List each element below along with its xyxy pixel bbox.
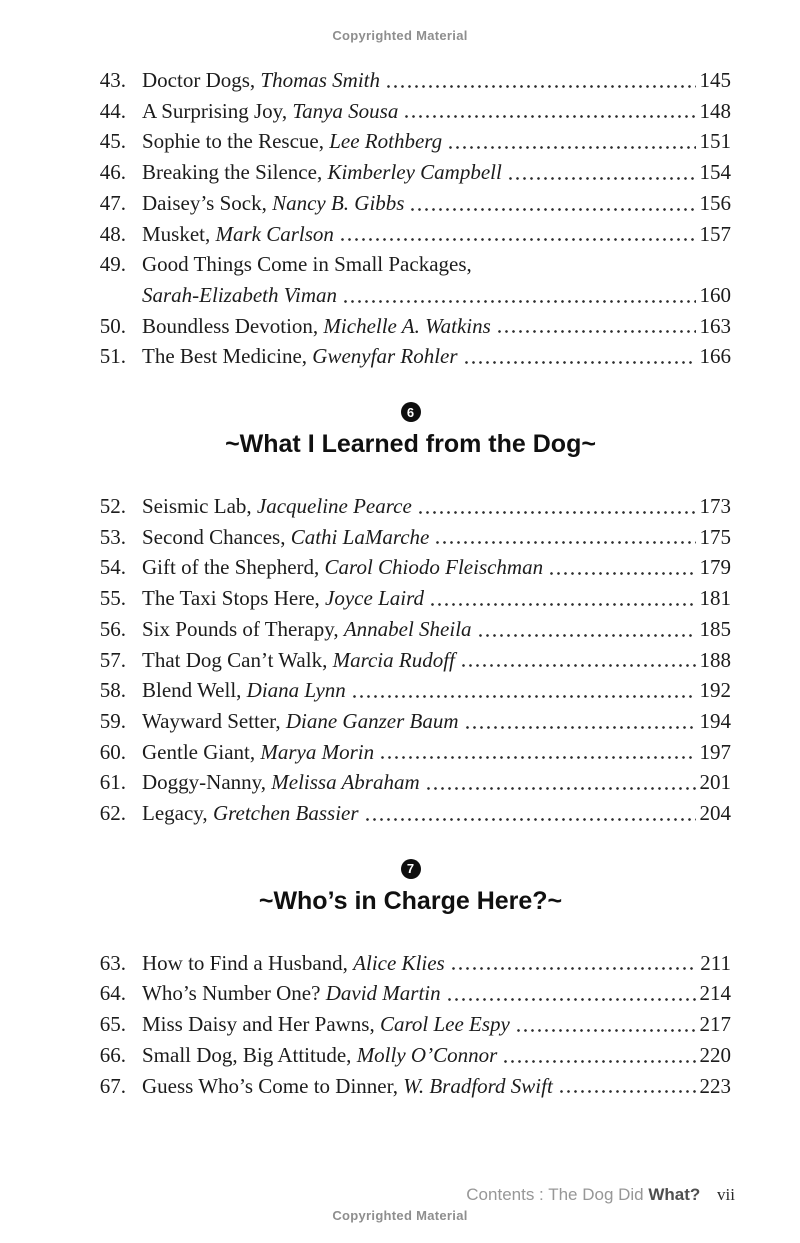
- entry-text: [142, 491, 412, 522]
- entry-text: [142, 1071, 553, 1102]
- toc-entry-row: [90, 249, 731, 280]
- entry-page-number: 154: [699, 160, 731, 185]
- entry-text: [142, 219, 334, 250]
- entry-number: 57.: [99, 647, 126, 672]
- entry-number: 43.: [99, 68, 126, 92]
- entry-title: The Taxi Stops Here,: [142, 586, 320, 611]
- footer-section-label: Contents :: [466, 1185, 544, 1204]
- toc-entry-row: [90, 522, 731, 553]
- entry-title: Blend Well,: [142, 678, 242, 703]
- dot-leader: [425, 767, 696, 798]
- entry-title: Second Chances,: [142, 524, 286, 549]
- dot-leader: [502, 1040, 695, 1071]
- entry-page-number: 151: [699, 129, 731, 154]
- entry-number: 51.: [99, 344, 126, 369]
- entry-title: Gentle Giant,: [142, 739, 256, 764]
- dot-leader: [507, 157, 696, 188]
- section-header: [90, 402, 731, 459]
- toc-entry-row: [90, 614, 731, 645]
- entry-author: Marcia Rudoff: [332, 647, 455, 672]
- entry-author: Thomas Smith: [260, 68, 381, 92]
- toc-entry-row: [90, 96, 731, 127]
- entry-title: How to Find a Husband,: [142, 950, 348, 975]
- toc-entry-row: [90, 157, 731, 188]
- toc-entry-row: [90, 798, 731, 829]
- dot-leader: [434, 522, 695, 553]
- entry-text: [142, 948, 445, 979]
- dot-leader: [515, 1009, 696, 1040]
- copyright-notice-bottom: Copyrighted Material: [332, 1208, 468, 1223]
- entry-number: 52.: [99, 494, 126, 519]
- dot-leader: [450, 948, 697, 979]
- entry-author: Tanya Sousa: [292, 98, 399, 123]
- dot-leader: [447, 126, 695, 157]
- toc-entry-row: [90, 706, 731, 737]
- section-heading: ~What I Learned from the Dog~: [225, 430, 596, 459]
- entry-page-number: 185: [699, 616, 731, 641]
- entry-author: Alice Klies: [353, 950, 445, 975]
- entry-page-number: 188: [699, 647, 731, 672]
- entry-title: Guess Who’s Come to Dinner,: [142, 1073, 398, 1098]
- toc-section-list: [90, 491, 731, 829]
- section-number-badge: 7: [401, 859, 421, 879]
- entry-page-number: 192: [699, 678, 731, 703]
- entry-number: 54.: [99, 555, 126, 580]
- entry-text: [142, 798, 359, 829]
- entry-text: [142, 280, 337, 311]
- entry-author: Gwenyfar Rohler: [312, 344, 458, 369]
- entry-number: 53.: [99, 524, 126, 549]
- entry-author: Diana Lynn: [246, 678, 346, 703]
- dot-leader: [460, 645, 696, 676]
- entry-page-number: 156: [699, 190, 731, 215]
- entry-page-number: 160: [699, 282, 731, 307]
- entry-page-number: 197: [699, 739, 731, 764]
- entry-author: Melissa Abraham: [271, 770, 420, 795]
- toc-entry-row: [90, 341, 731, 372]
- entry-author: Cathi LaMarche: [290, 524, 430, 549]
- footer-book-title: The Dog Did: [548, 1185, 644, 1204]
- entry-number: 46.: [99, 160, 126, 185]
- entry-title: Daisey’s Sock,: [142, 190, 267, 215]
- entry-author: Molly O’Connor: [356, 1042, 498, 1067]
- entry-author: Marya Morin: [260, 739, 375, 764]
- entry-title: That Dog Can’t Walk,: [142, 647, 328, 672]
- copyright-notice-top: Copyrighted Material: [332, 28, 468, 43]
- dot-leader: [496, 311, 696, 342]
- entry-page-number: 163: [699, 313, 731, 338]
- entry-number: 66.: [99, 1042, 126, 1067]
- entry-author: Joyce Laird: [325, 586, 424, 611]
- entry-text: [142, 675, 346, 706]
- entry-number: 55.: [99, 586, 126, 611]
- running-footer: [0, 1185, 800, 1205]
- entry-text: [142, 1009, 510, 1040]
- entry-title: Miss Daisy and Her Pawns,: [142, 1012, 375, 1037]
- toc-entry-row: [90, 767, 731, 798]
- toc-entry-row: [90, 1009, 731, 1040]
- entry-number: 50.: [99, 313, 126, 338]
- entry-number: 65.: [99, 1012, 126, 1037]
- entry-page-number: 223: [699, 1073, 731, 1098]
- toc-entry-row: [90, 978, 731, 1009]
- entry-text: [142, 614, 472, 645]
- entry-text: [142, 978, 441, 1009]
- toc-entry-row: [90, 280, 731, 311]
- entry-text: [142, 737, 374, 768]
- dot-leader: [342, 280, 695, 311]
- entry-author: Gretchen Bassier: [212, 801, 359, 826]
- entry-page-number: 220: [699, 1042, 731, 1067]
- entry-text: [142, 65, 380, 96]
- entry-title: Musket,: [142, 221, 211, 246]
- entry-author: Lee Rothberg: [329, 129, 443, 154]
- entry-text: [142, 311, 491, 342]
- toc-entry-row: [90, 948, 731, 979]
- dot-leader: [417, 491, 696, 522]
- footer-book-title-bold: What?: [648, 1185, 701, 1204]
- entry-page-number: 194: [699, 708, 731, 733]
- dot-leader: [351, 675, 696, 706]
- entry-author: W. Bradford Swift: [403, 1073, 553, 1098]
- dot-leader: [558, 1071, 696, 1102]
- table-of-contents: [90, 65, 731, 1101]
- toc-section-list: [90, 948, 731, 1102]
- section-header: [90, 859, 731, 916]
- entry-page-number: 211: [700, 950, 731, 975]
- entry-number: 48.: [99, 221, 126, 246]
- entry-page-number: 173: [699, 494, 731, 519]
- entry-text: [142, 341, 458, 372]
- dot-leader: [463, 341, 696, 372]
- entry-text: [142, 706, 459, 737]
- entry-title: Good Things Come in Small Packages,: [142, 252, 472, 277]
- dot-leader: [385, 65, 695, 96]
- entry-title: Sophie to the Rescue,: [142, 129, 324, 154]
- entry-author: Annabel Sheila: [343, 616, 472, 641]
- entry-title: Legacy,: [142, 801, 208, 826]
- entry-title: Doggy-Nanny,: [142, 770, 267, 795]
- entry-author: Michelle A. Watkins: [323, 313, 491, 338]
- toc-entry-row: [90, 552, 731, 583]
- toc-entry-row: [90, 675, 731, 706]
- dot-leader: [339, 219, 696, 250]
- entry-text: [142, 188, 404, 219]
- entry-page-number: 157: [699, 221, 731, 246]
- dot-leader: [548, 552, 695, 583]
- entry-text: [142, 583, 424, 614]
- toc-entry-row: [90, 645, 731, 676]
- toc-section-list: [90, 65, 731, 372]
- entry-author: Kimberley Campbell: [327, 160, 502, 185]
- entry-author: David Martin: [325, 981, 441, 1006]
- entry-number: 64.: [99, 981, 126, 1006]
- entry-author: Nancy B. Gibbs: [272, 190, 405, 215]
- entry-title: Seismic Lab,: [142, 494, 252, 519]
- dot-leader: [364, 798, 696, 829]
- dot-leader: [429, 583, 696, 614]
- entry-number: 67.: [99, 1073, 126, 1098]
- entry-number: 60.: [99, 739, 126, 764]
- toc-entry-row: [90, 126, 731, 157]
- entry-page-number: 175: [699, 524, 731, 549]
- entry-title: The Best Medicine,: [142, 344, 308, 369]
- entry-number: 44.: [99, 98, 126, 123]
- entry-text: [142, 157, 502, 188]
- entry-author: Mark Carlson: [215, 221, 334, 246]
- entry-author: Carol Lee Espy: [379, 1012, 510, 1037]
- dot-leader: [464, 706, 696, 737]
- toc-entry-row: [90, 188, 731, 219]
- entry-number: 59.: [99, 708, 126, 733]
- entry-author: Carol Chiodo Fleischman: [324, 555, 544, 580]
- toc-entry-row: [90, 311, 731, 342]
- entry-number: 63.: [99, 950, 126, 975]
- entry-title: Six Pounds of Therapy,: [142, 616, 339, 641]
- footer-page-number: vii: [717, 1185, 735, 1204]
- entry-number: 49.: [99, 252, 126, 277]
- entry-text: [142, 522, 429, 553]
- entry-text: [142, 96, 398, 127]
- toc-entry-row: [90, 219, 731, 250]
- entry-title: Who’s Number One?: [142, 981, 321, 1006]
- entry-page-number: 214: [699, 981, 731, 1006]
- toc-entry-row: [90, 583, 731, 614]
- entry-title: Doctor Dogs,: [142, 68, 256, 92]
- entry-number: [90, 280, 126, 311]
- entry-page-number: 181: [699, 586, 731, 611]
- toc-entry-row: [90, 1040, 731, 1071]
- page-footer: [0, 1185, 800, 1223]
- entry-text: [142, 552, 543, 583]
- dot-leader: [403, 96, 695, 127]
- toc-entry-row: [90, 1071, 731, 1102]
- entry-text: [142, 645, 455, 676]
- entry-author: Diane Ganzer Baum: [285, 708, 459, 733]
- toc-entry-row: [90, 737, 731, 768]
- entry-page-number: 179: [699, 555, 731, 580]
- toc-entry-row: [90, 491, 731, 522]
- dot-leader: [477, 614, 696, 645]
- entry-number: 56.: [99, 616, 126, 641]
- section-number-badge: 6: [401, 402, 421, 422]
- section-heading: ~Who’s in Charge Here?~: [258, 886, 563, 915]
- entry-title: Wayward Setter,: [142, 708, 281, 733]
- entry-page-number: 145: [699, 68, 731, 92]
- entry-text: [142, 126, 442, 157]
- entry-title: Gift of the Shepherd,: [142, 555, 320, 580]
- entry-number: 58.: [99, 678, 126, 703]
- entry-number: 47.: [99, 190, 126, 215]
- entry-page-number: 148: [699, 98, 731, 123]
- entry-number: 62.: [99, 801, 126, 826]
- entry-number: 45.: [99, 129, 126, 154]
- entry-text: [142, 767, 420, 798]
- entry-title: Boundless Devotion,: [142, 313, 319, 338]
- entry-title: Small Dog, Big Attitude,: [142, 1042, 352, 1067]
- dot-leader: [446, 978, 696, 1009]
- entry-text: [142, 249, 472, 280]
- entry-page-number: 217: [699, 1012, 731, 1037]
- entry-page-number: 201: [699, 770, 731, 795]
- entry-number: 61.: [99, 770, 126, 795]
- entry-title: Breaking the Silence,: [142, 160, 323, 185]
- dot-leader: [379, 737, 695, 768]
- entry-page-number: 204: [699, 801, 731, 826]
- entry-title: A Surprising Joy,: [142, 98, 288, 123]
- entry-author: Sarah-Elizabeth Viman: [142, 282, 338, 307]
- entry-author: Jacqueline Pearce: [256, 494, 412, 519]
- dot-leader: [409, 188, 695, 219]
- toc-entry-row: [90, 65, 731, 96]
- entry-text: [142, 1040, 497, 1071]
- entry-page-number: 166: [699, 344, 731, 369]
